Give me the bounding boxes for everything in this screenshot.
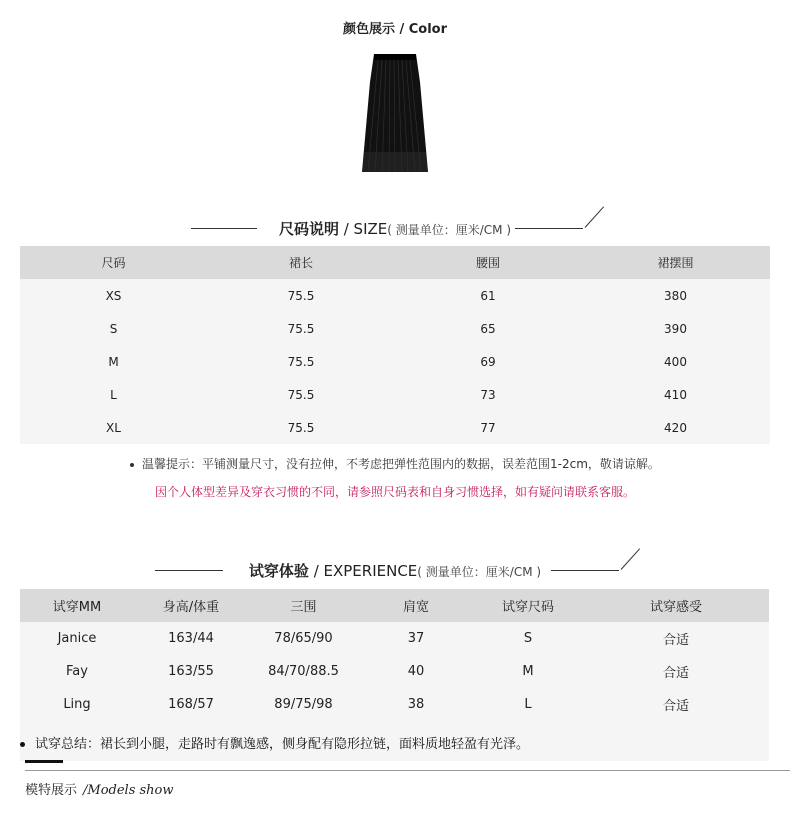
size-title-cn: 尺码说明 [278, 220, 339, 238]
size-section-title [0, 218, 790, 239]
skirt-product-image [362, 52, 428, 174]
table-row [20, 279, 770, 312]
table-cell: 40 [407, 664, 425, 679]
exp-header-measurements: 三围 [290, 600, 317, 615]
table-cell: 410 [664, 387, 687, 402]
size-tip [130, 455, 660, 472]
table-cell: 390 [664, 321, 687, 336]
exp-header-model: 试穿MM [52, 600, 102, 615]
table-row [20, 622, 769, 655]
models-title-cn: 模特展示 [25, 783, 78, 798]
exp-title-rule-right [551, 570, 619, 571]
exp-title-cn: 试穿体验 [248, 562, 309, 580]
table-cell: 合适 [662, 699, 689, 714]
table-row [20, 345, 770, 378]
table-cell: 38 [407, 697, 425, 712]
table-cell: 37 [407, 631, 425, 646]
models-title-en: /Models show [83, 783, 174, 798]
table-cell: 69 [480, 354, 496, 369]
table-cell: 75.5 [287, 321, 315, 336]
table-row [20, 688, 769, 721]
table-cell: 75.5 [287, 387, 315, 402]
bullet-icon [130, 463, 134, 467]
table-cell: Fay [66, 664, 88, 679]
exp-header-height-weight: 身高/体重 [162, 600, 220, 615]
exp-title-en: / EXPERIENCE [308, 562, 418, 580]
table-cell: XL [106, 420, 121, 435]
color-section-title: 颜色展示 / Color [342, 22, 448, 37]
table-cell: L [110, 387, 117, 402]
exp-header-shoulder: 肩宽 [402, 600, 429, 615]
size-unit-note: ( 测量单位：厘米/CM ) [387, 223, 512, 237]
size-header-size: 尺码 [101, 256, 126, 270]
table-cell: 78/65/90 [274, 631, 333, 646]
size-table-header [20, 246, 770, 279]
table-cell: S [109, 321, 118, 336]
table-cell: 77 [480, 420, 496, 435]
size-tip-text: 温馨提示：平铺测量尺寸，没有拉伸，不考虑把弹性范围内的数据，误差范围1-2cm，敬请谅解。 [142, 457, 660, 471]
models-accent-bar [25, 760, 63, 763]
table-cell: 163/44 [168, 631, 214, 646]
experience-section-title [0, 560, 790, 581]
table-row [20, 378, 770, 411]
table-cell: 168/57 [168, 697, 214, 712]
bullet-icon [20, 742, 25, 747]
table-cell: S [523, 631, 533, 646]
models-section-title [25, 779, 174, 798]
table-cell: 61 [480, 288, 496, 303]
table-cell: 420 [664, 420, 687, 435]
table-cell: Janice [57, 631, 97, 646]
size-header-length: 裙长 [288, 256, 313, 270]
table-cell: 84/70/88.5 [268, 664, 339, 679]
table-cell: 73 [480, 387, 496, 402]
table-cell: Ling [63, 697, 91, 712]
size-header-hem: 裙摆围 [657, 256, 694, 270]
table-cell: 400 [664, 354, 687, 369]
table-cell: 163/55 [168, 664, 214, 679]
summary-text: 试穿总结：裙长到小腿，走路时有飘逸感，侧身配有隐形拉链，面料质地轻盈有光泽。 [35, 737, 530, 752]
table-cell: L [524, 697, 532, 712]
table-cell: 380 [664, 288, 687, 303]
experience-table-header [20, 589, 769, 622]
models-divider [25, 770, 790, 771]
experience-table [20, 589, 769, 721]
table-cell: 65 [480, 321, 496, 336]
size-header-waist: 腰围 [475, 256, 500, 270]
table-row [20, 655, 769, 688]
size-title-en: / SIZE [338, 220, 388, 238]
exp-header-size: 试穿尺码 [501, 600, 554, 615]
title-rule-right [515, 228, 583, 229]
exp-header-feeling: 试穿感受 [649, 600, 702, 615]
exp-unit-note: ( 测量单位：厘米/CM ) [417, 565, 542, 579]
table-cell: 89/75/98 [274, 697, 333, 712]
table-cell: M [522, 664, 534, 679]
experience-summary [20, 733, 529, 752]
size-warning: 因个人体型差异及穿衣习惯的不同，请参照尺码表和自身习惯选择，如有疑问请联系客服。 [154, 485, 635, 499]
table-cell: M [108, 354, 119, 369]
table-cell: XS [105, 288, 122, 303]
table-row [20, 312, 770, 345]
table-cell: 75.5 [287, 420, 315, 435]
table-cell: 75.5 [287, 354, 315, 369]
table-cell: 75.5 [287, 288, 315, 303]
table-row [20, 411, 770, 444]
table-cell: 合适 [662, 666, 689, 681]
size-table [20, 246, 770, 444]
table-cell: 合适 [662, 633, 689, 648]
